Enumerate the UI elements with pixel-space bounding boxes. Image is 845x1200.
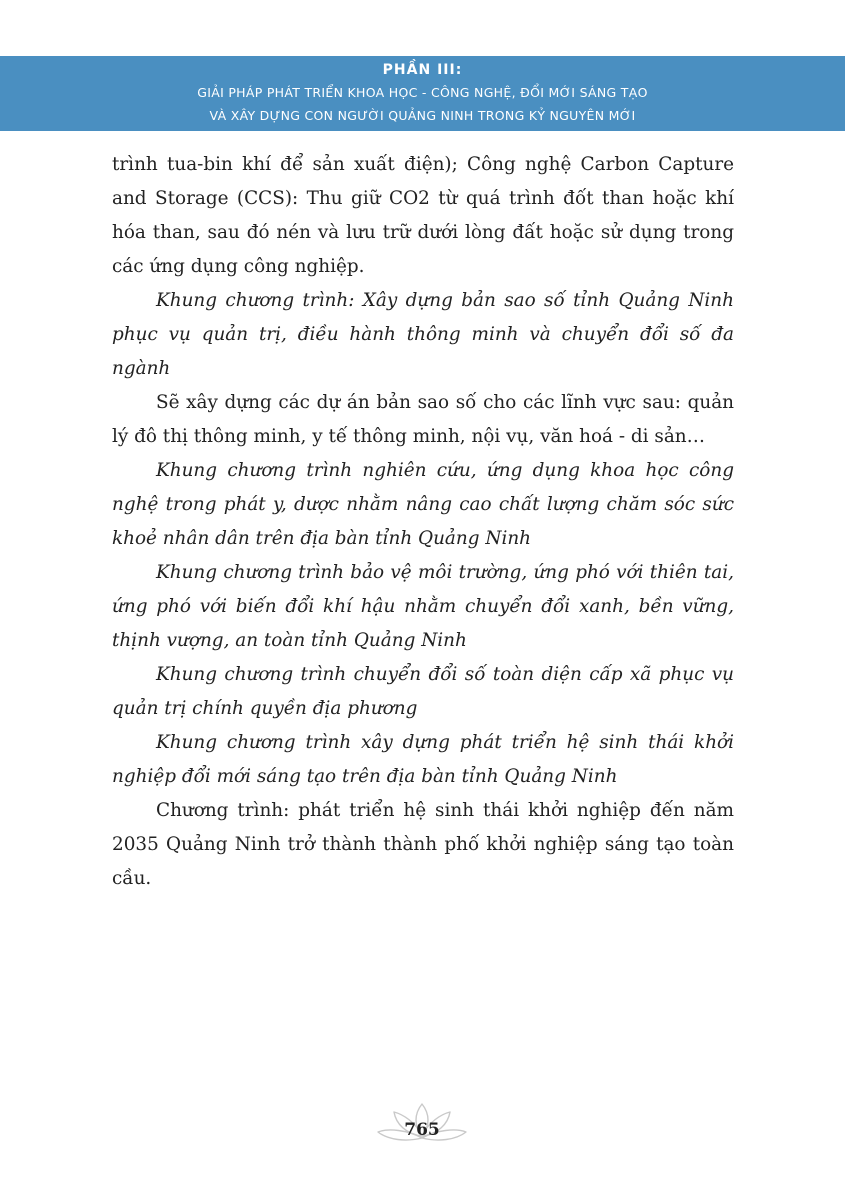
page-number: 765 [404, 1120, 440, 1140]
page-body [112, 148, 734, 896]
header-subtitle-line-2: VÀ XÂY DỰNG CON NGƯỜI QUẢNG NINH TRONG KỶ NGUYÊN MỚI [209, 108, 636, 123]
paragraph: trình tua-bin khí để sản xuất điện); Công nghệ Carbon Capture and Storage (CCS): Thu giữ CO2 từ quá trình đốt than hoặc khí hóa than, sau đó nén và lưu trữ dưới lòng đất hoặc sử dụng trong các ứng dụng công nghiệp. [112, 154, 734, 277]
header-subtitle-line-1: GIẢI PHÁP PHÁT TRIỂN KHOA HỌC - CÔNG NGHỆ, ĐỔI MỚI SÁNG TẠO [197, 85, 648, 100]
paragraph: Sẽ xây dựng các dự án bản sao số cho các lĩnh vực sau: quản lý đô thị thông minh, y tế thông minh, nội vụ, văn hoá - di sản… [112, 392, 734, 447]
paragraph: Chương trình: phát triển hệ sinh thái khởi nghiệp đến năm 2035 Quảng Ninh trở thành thành phố khởi nghiệp sáng tạo toàn cầu. [112, 800, 734, 889]
program-heading: Khung chương trình nghiên cứu, ứng dụng khoa học công nghệ trong phát y, dược nhằm nâng cao chất lượng chăm sóc sức khoẻ nhân dân trên địa bàn tỉnh Quảng Ninh [112, 460, 734, 549]
program-heading: Khung chương trình chuyển đổi số toàn diện cấp xã phục vụ quản trị chính quyền địa phương [112, 664, 734, 719]
section-header-band [0, 56, 845, 131]
program-heading: Khung chương trình bảo vệ môi trường, ứng phó với thiên tai, ứng phó với biến đổi khí hậu nhằm chuyển đổi xanh, bền vững, thịnh vượng, an toàn tỉnh Quảng Ninh [112, 562, 734, 651]
program-heading: Khung chương trình xây dựng phát triển hệ sinh thái khởi nghiệp đổi mới sáng tạo trên địa bàn tỉnh Quảng Ninh [112, 732, 734, 787]
program-heading: Khung chương trình: Xây dựng bản sao số tỉnh Quảng Ninh phục vụ quản trị, điều hành thông minh và chuyển đổi số đa ngành [112, 290, 734, 379]
part-title: PHẦN III: [382, 62, 463, 78]
